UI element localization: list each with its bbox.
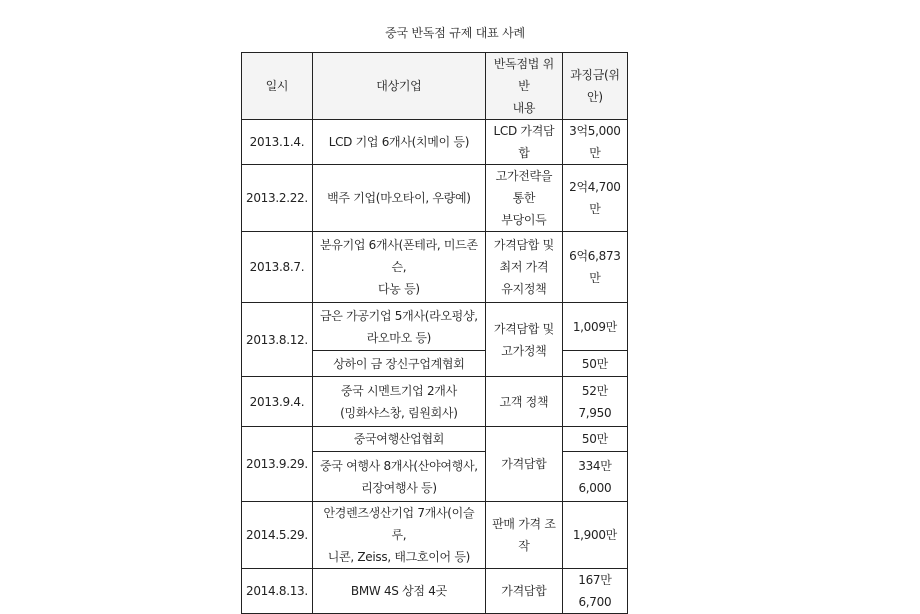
cell-violation-line1: 가격담합 및 <box>493 238 554 252</box>
cell-violation: LCD 가격담합 <box>485 120 562 165</box>
cell-company-line1: 중국 여행사 8개사(산야여행사, <box>320 458 478 473</box>
cell-company-line1: 안경렌즈생산기업 7개사(이슬루, <box>323 506 475 542</box>
cell-violation: 판매 가격 조작 <box>485 502 562 569</box>
cell-company-line2: 라오마오 등) <box>366 330 432 345</box>
header-fine: 과징금(위안) <box>562 53 627 120</box>
cell-violation-line3: 유지정책 <box>501 282 547 296</box>
cell-date: 2013.8.12. <box>242 303 313 377</box>
cell-company <box>312 452 485 502</box>
table-row <box>242 377 628 427</box>
cell-date: 2013.9.29. <box>242 427 313 502</box>
table-row <box>242 303 628 351</box>
cell-violation-line1: 가격담합 및 <box>493 321 554 336</box>
cell-company: 중국여행산업협회 <box>312 427 485 452</box>
cell-company: 백주 기업(마오타이, 우량예) <box>312 165 485 232</box>
cell-company <box>312 232 485 303</box>
cell-company <box>312 502 485 569</box>
cell-fine: 2억4,700만 <box>562 165 627 232</box>
cell-fine: 1,009만 <box>562 303 627 351</box>
table-row <box>242 165 628 232</box>
cell-fine: 1,900만 <box>562 502 627 569</box>
header-violation-line2: 내용 <box>512 101 536 115</box>
cell-date: 2014.5.29. <box>242 502 313 569</box>
cell-company: 상하이 금 장신구업계협회 <box>312 351 485 377</box>
table-row <box>242 427 628 452</box>
cell-fine: 334만6,000 <box>562 452 627 502</box>
cell-fine: 50만 <box>562 351 627 377</box>
cell-fine: 167만6,700 <box>562 569 627 614</box>
cell-company-line2: 리장여행사 등) <box>361 480 437 495</box>
cell-company-line2: 니콘, Zeiss, 태그호이어 등) <box>327 550 470 564</box>
cell-violation <box>485 303 562 377</box>
cell-violation-line1: 고가전략을 통한 <box>495 169 553 205</box>
table-row <box>242 502 628 569</box>
cell-company <box>312 303 485 351</box>
cell-company-line2: 다농 등) <box>378 282 420 296</box>
cell-date: 2013.8.7. <box>242 232 313 303</box>
cell-company-line1: 분유기업 6개사(폰테라, 미드존슨, <box>320 238 478 274</box>
cell-violation-line2: 고가정책 <box>501 343 547 358</box>
cell-company-line1: 금은 가공기업 5개사(라오펑샹, <box>320 308 478 323</box>
cell-company-line1: 중국 시멘트기업 2개사 <box>340 383 457 398</box>
table-caption: 중국 반독점 규제 대표 사례 <box>385 26 525 40</box>
cell-fine: 3억5,000만 <box>562 120 627 165</box>
table-row <box>242 232 628 303</box>
cell-violation <box>485 165 562 232</box>
cell-violation: 고객 정책 <box>485 377 562 427</box>
cell-company <box>312 377 485 427</box>
cell-date: 2013.1.4. <box>242 120 313 165</box>
cell-violation: 가격담합 <box>485 427 562 502</box>
antitrust-cases-table <box>241 52 628 614</box>
cell-date: 2013.9.4. <box>242 377 313 427</box>
cell-fine: 6억6,873만 <box>562 232 627 303</box>
cell-violation <box>485 232 562 303</box>
cell-fine: 52만7,950 <box>562 377 627 427</box>
cell-violation-line2: 최저 가격 <box>499 260 549 274</box>
cell-fine: 50만 <box>562 427 627 452</box>
cell-date: 2013.2.22. <box>242 165 313 232</box>
table-row <box>242 569 628 614</box>
cell-company-line2: (밍화샤스창, 림원회사) <box>340 405 458 420</box>
cell-company: BMW 4S 상점 4곳 <box>312 569 485 614</box>
table-row <box>242 120 628 165</box>
table-header-row <box>242 53 628 120</box>
header-violation <box>485 53 562 120</box>
cell-violation-line2: 부당이득 <box>501 213 547 227</box>
header-violation-line1: 반독점법 위반 <box>493 57 554 93</box>
header-company: 대상기업 <box>312 53 485 120</box>
cell-company: LCD 기업 6개사(치메이 등) <box>312 120 485 165</box>
cell-violation: 가격담합 <box>485 569 562 614</box>
header-date: 일시 <box>242 53 313 120</box>
cell-date: 2014.8.13. <box>242 569 313 614</box>
